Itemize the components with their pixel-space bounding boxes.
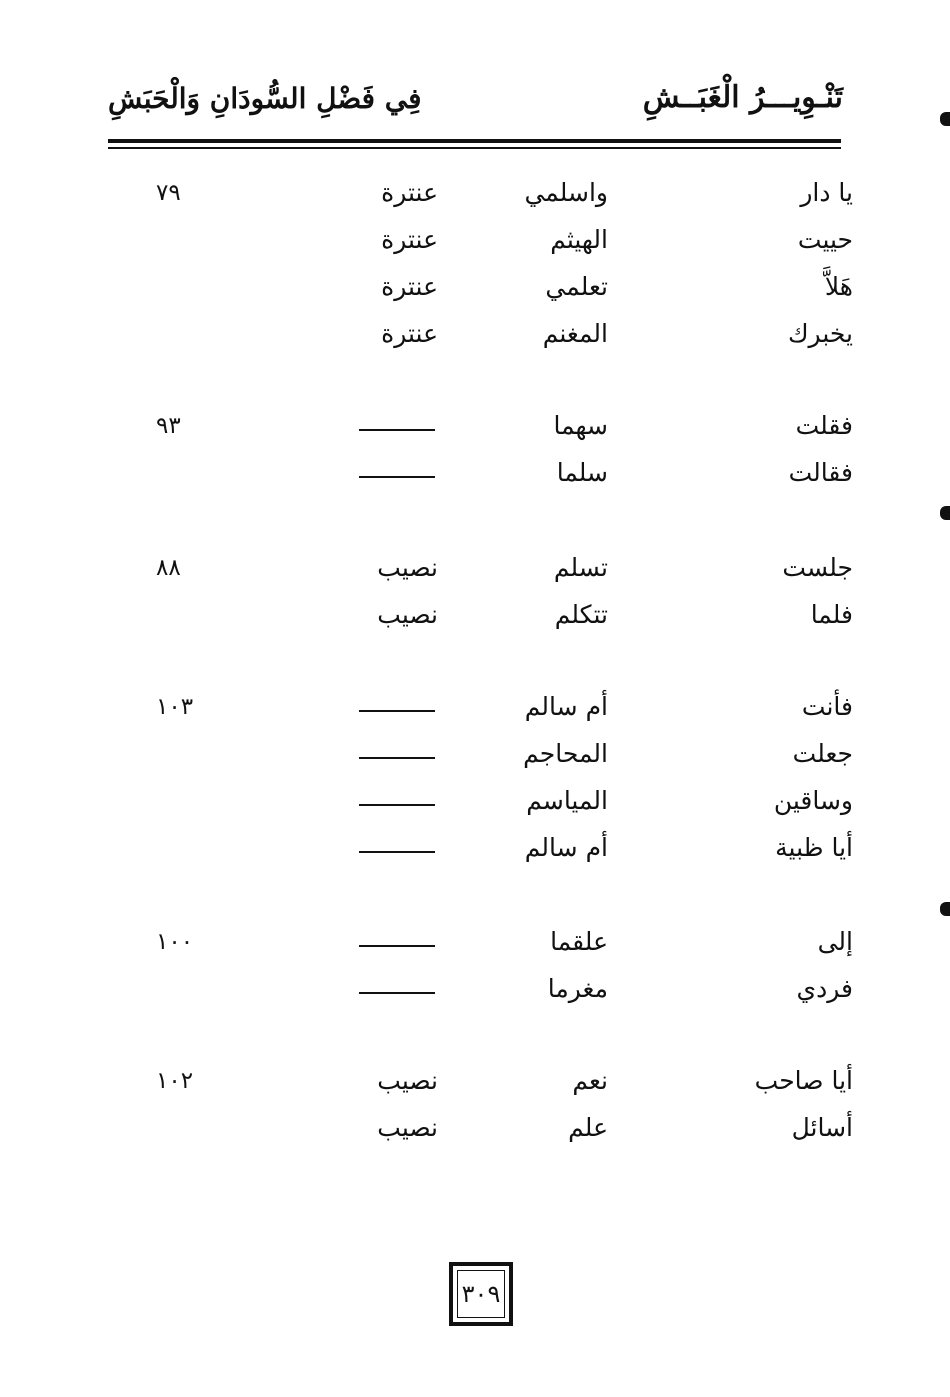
verse-start: فلما bbox=[810, 600, 853, 629]
book-subtitle: فِي فَضْلِ السُّودَانِ وَالْحَبَشِ bbox=[108, 82, 422, 115]
verse-rhyme: واسلمي bbox=[524, 178, 608, 207]
blank-poet-dash bbox=[359, 476, 435, 478]
page-number: ٣٠٩ bbox=[457, 1270, 505, 1318]
verse-rhyme: علم bbox=[568, 1113, 608, 1142]
verse-rhyme: المياسم bbox=[526, 786, 608, 815]
blank-poet-dash bbox=[359, 804, 435, 806]
table-row bbox=[108, 593, 853, 637]
verse-start: فأنت bbox=[801, 692, 853, 721]
table-row bbox=[108, 685, 853, 729]
verse-rhyme: تعلمي bbox=[545, 272, 608, 301]
verse-rhyme: المغنم bbox=[542, 319, 608, 348]
verse-rhyme: تتكلم bbox=[554, 600, 608, 629]
page-reference: ٨٨ bbox=[156, 555, 181, 581]
table-row bbox=[108, 312, 853, 356]
book-title: تَنْـوِيـــرُ الْغَبَــشِ bbox=[642, 80, 843, 115]
verse-rhyme: تسلم bbox=[553, 553, 608, 582]
verse-rhyme: أم سالم bbox=[524, 833, 608, 862]
poet-name: عنترة bbox=[381, 178, 438, 207]
page-reference: ١٠٣ bbox=[156, 694, 194, 720]
verse-rhyme: أم سالم bbox=[524, 692, 608, 721]
blank-poet-dash bbox=[359, 945, 435, 947]
page-reference: ١٠٢ bbox=[156, 1068, 194, 1094]
poet-name: عنترة bbox=[381, 319, 438, 348]
table-row bbox=[108, 265, 853, 309]
verse-rhyme: نعم bbox=[572, 1066, 608, 1095]
verse-rhyme: علقما bbox=[550, 927, 608, 956]
verse-start: فقلت bbox=[795, 411, 853, 440]
table-row bbox=[108, 967, 853, 1011]
verse-start: جلست bbox=[782, 553, 853, 582]
blank-poet-dash bbox=[359, 992, 435, 994]
verse-start: يخبرك bbox=[787, 319, 853, 348]
verse-rhyme: سهما bbox=[553, 411, 608, 440]
verse-start: فقالت bbox=[788, 458, 853, 487]
verse-start: إلى bbox=[817, 927, 853, 956]
verse-start: أيا ظبية bbox=[775, 833, 853, 862]
verse-start: هَلاَّ bbox=[824, 272, 853, 301]
blank-poet-dash bbox=[359, 710, 435, 712]
verse-start: يا دار bbox=[800, 178, 853, 207]
verse-start: فردي bbox=[796, 974, 853, 1003]
table-row bbox=[108, 404, 853, 448]
edge-mark bbox=[940, 112, 950, 126]
blank-poet-dash bbox=[359, 757, 435, 759]
page-reference: ٩٣ bbox=[156, 413, 181, 439]
table-row bbox=[108, 171, 853, 215]
table-row bbox=[108, 920, 853, 964]
verse-rhyme: المحاجم bbox=[523, 739, 608, 768]
verse-rhyme: مغرما bbox=[547, 974, 608, 1003]
table-row bbox=[108, 826, 853, 870]
page-number-box bbox=[449, 1262, 513, 1326]
poet-name: نصيب bbox=[377, 1113, 438, 1142]
poet-name: عنترة bbox=[381, 272, 438, 301]
blank-poet-dash bbox=[359, 429, 435, 431]
poet-name: نصيب bbox=[377, 1066, 438, 1095]
verse-start: حييت bbox=[797, 225, 853, 254]
poet-name: نصيب bbox=[377, 600, 438, 629]
table-row bbox=[108, 1106, 853, 1150]
blank-poet-dash bbox=[359, 851, 435, 853]
table-row bbox=[108, 546, 853, 590]
verse-rhyme: الهيثم bbox=[550, 225, 608, 254]
edge-mark bbox=[940, 506, 950, 520]
verse-start: أسائل bbox=[791, 1113, 853, 1142]
poet-name: نصيب bbox=[377, 553, 438, 582]
page-reference: ٧٩ bbox=[156, 180, 181, 206]
page-reference: ١٠٠ bbox=[156, 929, 194, 955]
verse-start: جعلت bbox=[792, 739, 853, 768]
table-row bbox=[108, 1059, 853, 1103]
table-row bbox=[108, 451, 853, 495]
table-row bbox=[108, 732, 853, 776]
table-row bbox=[108, 218, 853, 262]
table-row bbox=[108, 779, 853, 823]
poet-name: عنترة bbox=[381, 225, 438, 254]
verse-rhyme: سلما bbox=[556, 458, 608, 487]
verse-start: أيا صاحب bbox=[754, 1066, 853, 1095]
edge-mark bbox=[940, 902, 950, 916]
verse-start: وساقين bbox=[773, 786, 853, 815]
